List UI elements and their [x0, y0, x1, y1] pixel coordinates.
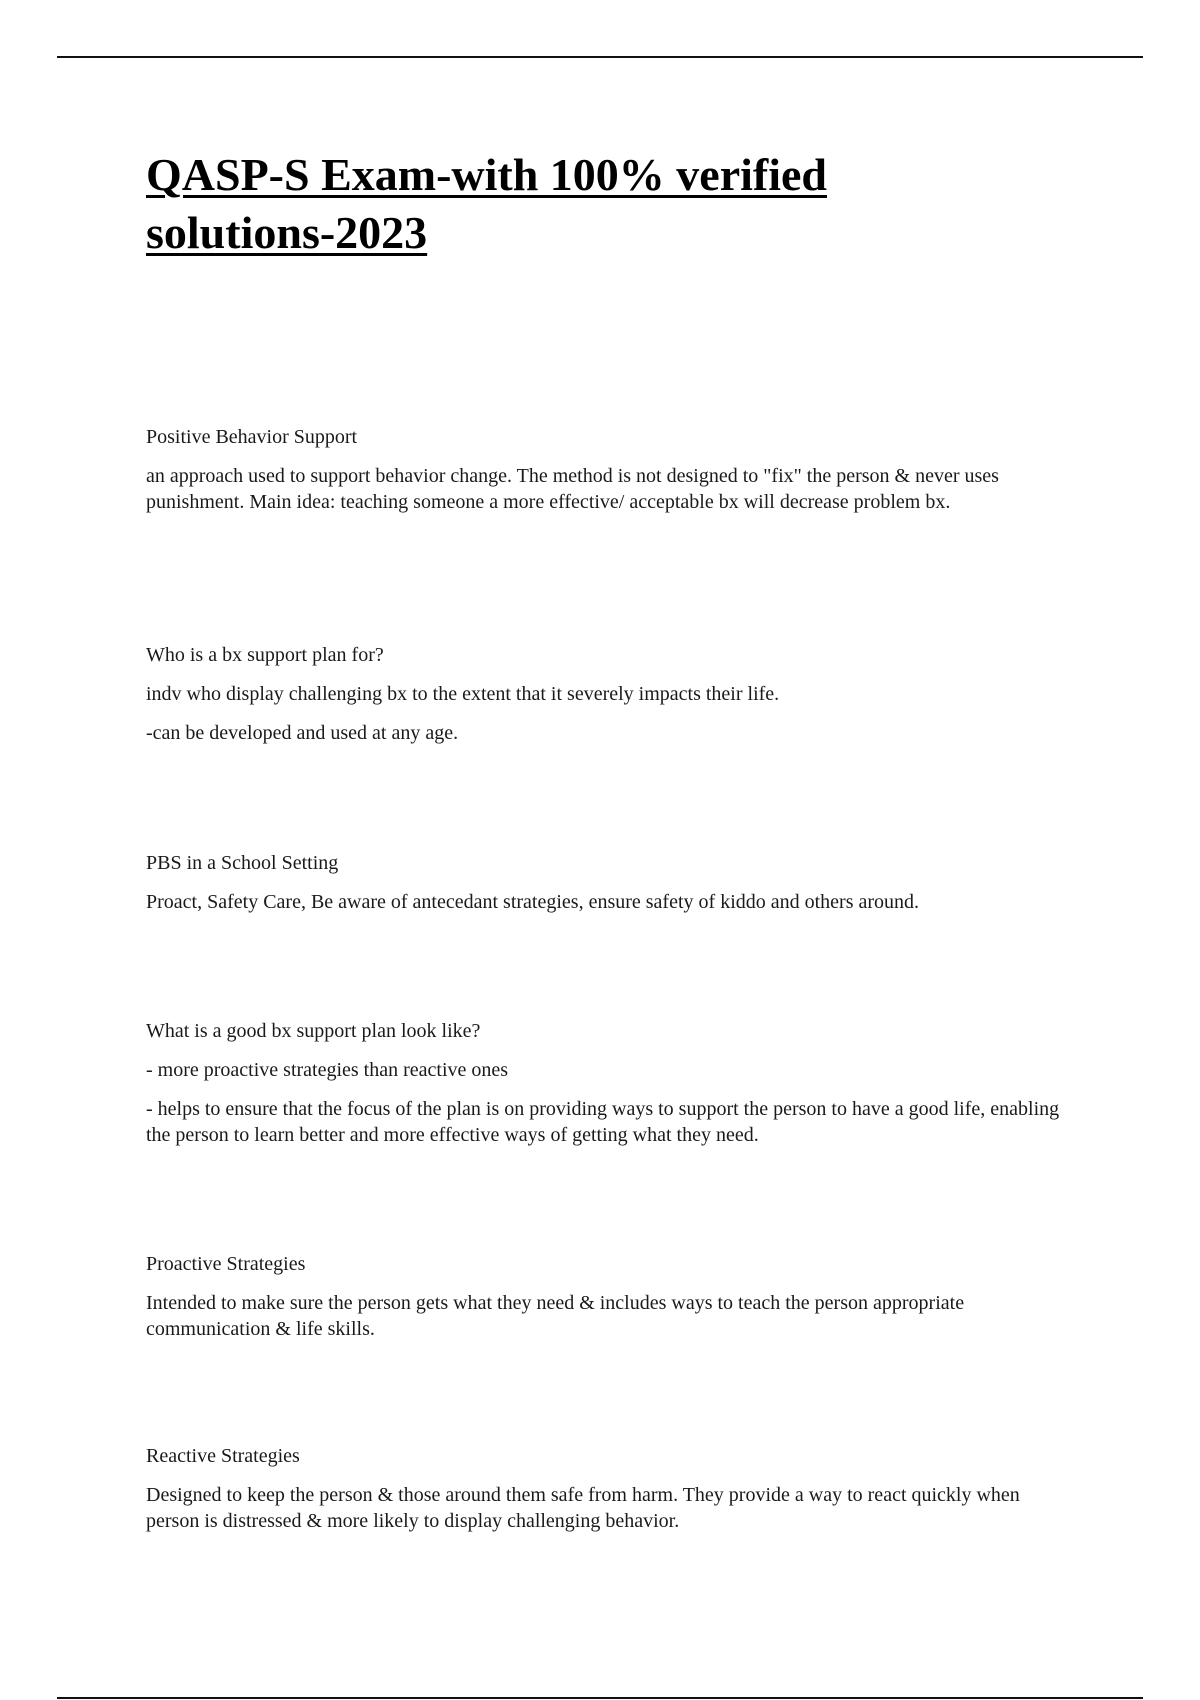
qa-card-who-is-plan-for [146, 642, 1066, 759]
card-term: Reactive Strategies [146, 1445, 300, 1467]
qa-card-pbs-school-setting [146, 850, 1066, 928]
qa-card-proactive-strategies [146, 1251, 1066, 1355]
card-term: PBS in a School Setting [146, 852, 339, 874]
title-line-2: solutions-2023 [146, 207, 428, 258]
top-rule [57, 56, 1143, 58]
card-term: Positive Behavior Support [146, 426, 358, 448]
card-term: What is a good bx support plan look like? [146, 1020, 481, 1042]
card-definition: Intended to make sure the person gets what they need & includes ways to teach the person appropriate communication & life skills. [146, 1292, 965, 1340]
card-definition: Proact, Safety Care, Be aware of antecedant strategies, ensure safety of kiddo and others around. [146, 891, 920, 913]
title-line-1: QASP-S Exam-with 100% verified [146, 149, 828, 200]
card-definition: indv who display challenging bx to the extent that it severely impacts their life. [146, 683, 780, 705]
qa-card-good-plan [146, 1018, 1066, 1161]
card-term: Who is a bx support plan for? [146, 644, 384, 666]
bottom-rule [57, 1697, 1143, 1699]
card-definition: Designed to keep the person & those around them safe from harm. They provide a way to react quickly when person is distressed & more likely to display challenging behavior. [146, 1484, 1020, 1532]
document-header [146, 146, 1066, 262]
card-term: Proactive Strategies [146, 1253, 306, 1275]
card-definition: -can be developed and used at any age. [146, 722, 459, 744]
qa-card-positive-behavior-support [146, 424, 1066, 528]
qa-card-reactive-strategies [146, 1443, 1066, 1547]
document-title [146, 146, 1066, 262]
card-definition: an approach used to support behavior change. The method is not designed to "fix" the person & never uses punishment. Main idea: teaching someone a more effective/ acceptable bx will decrease problem bx. [146, 465, 999, 513]
card-definition: - helps to ensure that the focus of the plan is on providing ways to support the person to have a good life, enabling the person to learn better and more effective ways of getting what they need. [146, 1098, 1060, 1146]
card-definition: - more proactive strategies than reactive ones [146, 1059, 509, 1081]
